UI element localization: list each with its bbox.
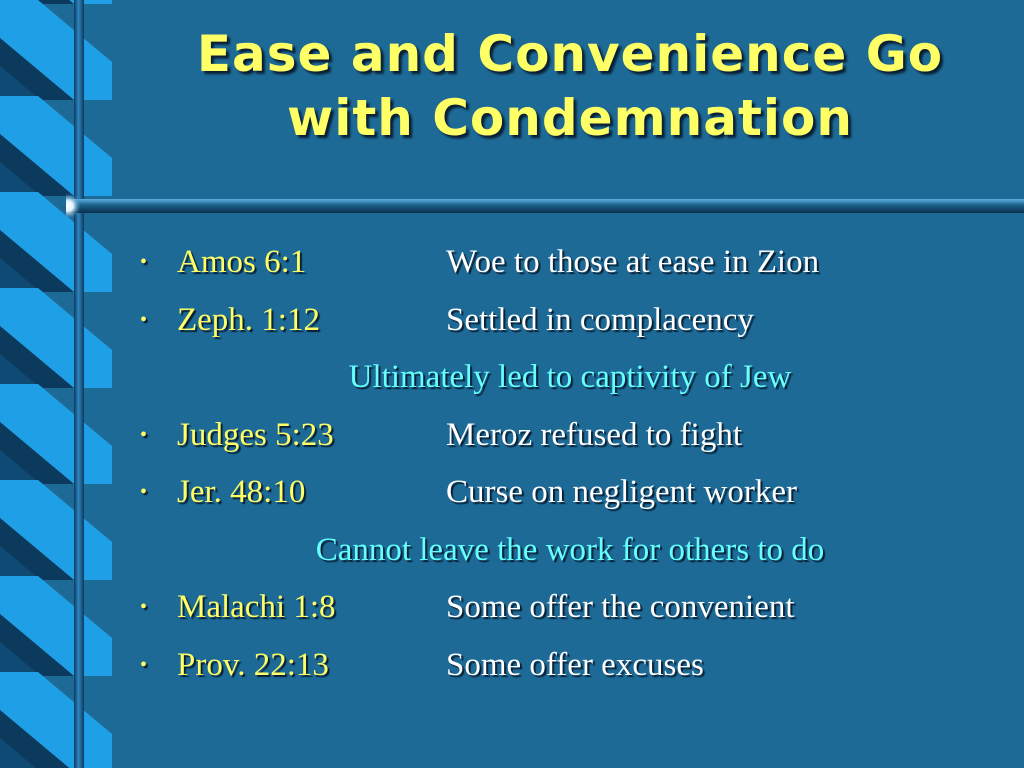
item-description: Some offer the convenient: [446, 589, 795, 625]
bullet-marker: •: [140, 308, 148, 331]
item-description: Curse on negligent worker: [446, 474, 797, 510]
bullet-marker: •: [140, 653, 148, 676]
summary-note: [130, 522, 1010, 580]
scripture-reference: Zeph. 1:12: [177, 301, 320, 338]
decorative-left-band: [0, 0, 112, 768]
bullet-list: [130, 234, 1010, 694]
slide-title: [130, 22, 1010, 150]
bullet-marker: •: [140, 596, 148, 618]
item-description: Meroz refused to fight: [446, 416, 742, 453]
list-item: [130, 407, 1010, 465]
list-item: [130, 464, 1010, 522]
item-description: Woe to those at ease in Zion: [446, 244, 820, 280]
title-line-1: Ease and Convenience Go: [196, 25, 944, 83]
list-item: [130, 637, 1010, 695]
item-description: Settled in complacency: [446, 301, 754, 338]
list-item: [130, 234, 1010, 292]
bullet-marker: •: [140, 481, 148, 503]
summary-note: [130, 349, 1010, 407]
scripture-reference: Jer. 48:10: [177, 474, 306, 510]
note-text: Cannot leave the work for others to do: [315, 531, 825, 568]
bullet-marker: •: [140, 423, 148, 446]
horizontal-divider: [66, 193, 1024, 219]
scripture-reference: Prov. 22:13: [177, 646, 329, 683]
scripture-reference: Amos 6:1: [177, 244, 307, 280]
note-text: Ultimately led to captivity of Jew: [348, 359, 792, 395]
list-item: [130, 579, 1010, 637]
list-item: [130, 292, 1010, 350]
scripture-reference: Judges 5:23: [177, 416, 334, 453]
title-line-2: with Condemnation: [287, 89, 853, 147]
scripture-reference: Malachi 1:8: [177, 589, 336, 625]
item-description: Some offer excuses: [446, 646, 704, 683]
bullet-marker: •: [140, 251, 148, 273]
